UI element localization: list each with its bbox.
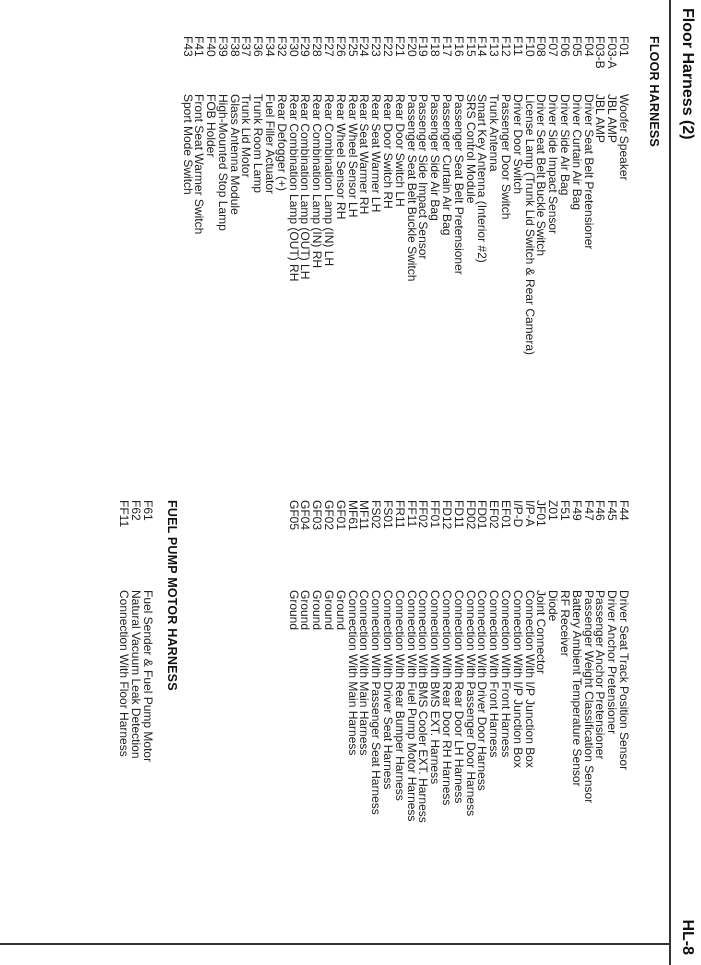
connector-name: Rear Combination Lamp (OUT) RH xyxy=(286,94,301,282)
connector-name: Passenger Side Air Bag xyxy=(428,94,443,221)
connector-name: Rear Combination Lamp (OUT) LH xyxy=(298,94,313,280)
connector-name: Ground xyxy=(286,590,301,631)
connector-code: GF01 xyxy=(333,500,348,531)
connector-code: F23 xyxy=(369,36,384,57)
connector-code: F11 xyxy=(510,36,525,56)
connector-name: Connection With BMS Cooler EXT. Harness xyxy=(416,590,431,823)
connector-code: F49 xyxy=(569,500,584,521)
connector-name: Driver Seat Track Position Sensor xyxy=(617,590,631,771)
connector-code: F43 xyxy=(180,36,195,57)
connector-name: Connection With Main Harness xyxy=(345,590,360,756)
connector-code: F62 xyxy=(129,500,144,521)
connector-name: Passenger Seat Belt Pretensioner xyxy=(451,94,466,275)
connector-code: F40 xyxy=(204,36,219,57)
connector-name: License Lamp (Trunk Lid Switch & Rear Camera) xyxy=(522,94,537,355)
connector-name: FOB Holder xyxy=(204,94,219,158)
connector-name: RF Receiver xyxy=(558,590,573,657)
connector-name: Sport Mode Switch xyxy=(180,94,195,195)
connector-name: Battery Ambient Temperature Sensor xyxy=(569,590,584,787)
connector-name: Ground xyxy=(333,590,348,631)
connector-name: Driver Side Impact Sensor xyxy=(546,94,561,235)
connector-name: Passenger Anchor Pretensioner xyxy=(593,590,608,760)
connector-code: F44 xyxy=(617,500,631,521)
connector-name: Trunk Lid Motor xyxy=(239,94,254,178)
connector-code: F16 xyxy=(451,36,466,57)
connector-name: Ground xyxy=(298,590,313,631)
right-border-line xyxy=(0,943,671,945)
connector-code: F46 xyxy=(593,500,608,521)
connector-code: F39 xyxy=(215,36,230,57)
connector-name: Connection With Rear Bumper Harness xyxy=(392,590,407,801)
connector-code: F47 xyxy=(581,500,596,521)
connector-name: Ground xyxy=(310,590,325,631)
connector-code: F26 xyxy=(333,36,348,57)
connector-code: F05 xyxy=(569,36,584,57)
connector-code: F28 xyxy=(310,36,325,57)
connector-code: EF01 xyxy=(499,500,514,529)
connector-code: F51 xyxy=(558,500,573,521)
connector-code: FF01 xyxy=(428,500,443,529)
section-title-floor-harness: FLOOR HARNESS xyxy=(647,36,661,147)
connector-name: Rear Defogger (+) xyxy=(274,94,289,192)
connector-code: F25 xyxy=(345,36,360,57)
connector-name: Connection With Rear Door RH Harness xyxy=(440,590,455,806)
connector-code: F01 xyxy=(617,36,631,57)
connector-name: Driver Side Air Bag xyxy=(558,94,573,196)
connector-code: F37 xyxy=(239,36,254,57)
connector-name: JBL AMP xyxy=(605,94,620,143)
connector-name: Driver Curtain Air Bag xyxy=(569,94,584,211)
connector-code: MF61 xyxy=(345,500,360,531)
section-title-fuel-pump-motor-harness: FUEL PUMP MOTOR HARNESS xyxy=(165,500,179,691)
connector-code: F32 xyxy=(274,36,289,57)
connector-name: Driver Anchor Pretensioner xyxy=(605,590,620,735)
connector-name: Connection With I/P Junction Box xyxy=(510,590,525,768)
connector-name: Connection With I/P Junction Box xyxy=(522,590,537,768)
connector-code: F41 xyxy=(192,36,207,57)
connector-code: F15 xyxy=(463,36,478,57)
connector-name: Fuel Sender & Fuel Pump Motor xyxy=(141,590,155,763)
connector-name: Connection With Front Harness xyxy=(487,590,502,758)
connector-name: Driver Seat Belt Buckle Switch xyxy=(534,94,549,257)
page-title: Floor Harness (2) xyxy=(679,8,696,140)
connector-name: SRS Control Module xyxy=(463,94,478,204)
connector-name: Passenger Door Switch xyxy=(499,94,514,220)
connector-name: Rear Combination Lamp (IN) RH xyxy=(310,94,325,269)
connector-name: Connection With Driver Seat Harness xyxy=(381,590,396,790)
connector-code: F36 xyxy=(251,36,266,57)
connector-name: Natural Vacuum Leak Detection xyxy=(129,590,144,759)
connector-code: F29 xyxy=(298,36,313,57)
connector-code: FS02 xyxy=(369,500,384,529)
connector-name: Connection With Floor Harness xyxy=(117,590,132,757)
connector-code: F24 xyxy=(357,36,372,57)
connector-name: Ground xyxy=(322,590,337,631)
connector-code: Z01 xyxy=(546,500,561,521)
connector-name: Smart Key Antenna (Interior #2) xyxy=(475,94,490,263)
connector-name: Rear Wheel Sensor RH xyxy=(333,94,348,220)
connector-code: JF01 xyxy=(534,500,549,527)
connector-name: Connection With Driver Door Harness xyxy=(475,590,490,791)
connector-code: EF02 xyxy=(487,500,502,529)
connector-code: F04 xyxy=(581,36,596,57)
connector-code: FR11 xyxy=(392,500,407,529)
connector-code: I/P-A xyxy=(522,500,537,527)
connector-code: FD01 xyxy=(475,500,490,530)
connector-code: F03-A xyxy=(605,36,620,69)
connector-name: Connection With Passenger Door Harness xyxy=(463,590,478,817)
connector-code: F06 xyxy=(558,36,573,57)
connector-code: FF11 xyxy=(117,500,132,528)
connector-code: F22 xyxy=(381,36,396,57)
connector-code: FF11 xyxy=(404,500,419,528)
connector-code: GF03 xyxy=(310,500,325,531)
connector-code: F14 xyxy=(475,36,490,57)
connector-code: F19 xyxy=(416,36,431,57)
connector-name: High-Mounted Stop Lamp xyxy=(215,94,230,231)
connector-code: F45 xyxy=(605,500,620,521)
connector-name: Passenger Curtain Air Bag xyxy=(440,94,455,236)
connector-code: F07 xyxy=(546,36,561,57)
connector-code: F61 xyxy=(141,500,155,521)
connector-name: Connection With Rear Door LH Harness xyxy=(451,590,466,804)
connector-code: FD12 xyxy=(440,500,455,530)
connector-name: Glass Antenna Module xyxy=(227,94,242,215)
connector-code: F18 xyxy=(428,36,443,57)
connector-name: Rear Door Switch RH xyxy=(381,94,396,209)
connector-code: GF02 xyxy=(322,500,337,531)
connector-code: F12 xyxy=(499,36,514,57)
connector-name: Trunk Room Lamp xyxy=(251,94,266,193)
connector-name: Rear Wheel Sensor LH xyxy=(345,94,360,218)
connector-name: Passenger Seat Belt Buckle Switch xyxy=(404,94,419,282)
connector-code: FS01 xyxy=(381,500,396,529)
connector-code: F13 xyxy=(487,36,502,57)
connector-code: F21 xyxy=(392,36,407,57)
connector-code: I/P-D xyxy=(510,500,525,528)
connector-name: Rear Seat Warmer RH xyxy=(357,94,372,215)
connector-name: Rear Combination Lamp (IN) LH xyxy=(322,94,337,267)
connector-code: MF11 xyxy=(357,500,372,530)
connector-name: Driver Door Switch xyxy=(510,94,525,195)
connector-name: Trunk Antenna xyxy=(487,94,502,172)
connector-name: JBL AMP xyxy=(593,94,608,143)
connector-code: GF05 xyxy=(286,500,301,531)
connector-name: Connection With Passenger Seat Harness xyxy=(369,590,384,815)
connector-code: FD11 xyxy=(451,500,466,529)
connector-code: F10 xyxy=(522,36,537,57)
connector-name: Connection With Fuel Pump Motor Harness xyxy=(404,590,419,822)
connector-name: Diode xyxy=(546,590,561,622)
connector-code: F20 xyxy=(404,36,419,57)
connector-name: Connection With BMS EXT. Harness xyxy=(428,590,443,785)
page-number: HL-8 xyxy=(679,919,696,955)
connector-code: FD02 xyxy=(463,500,478,530)
connector-code: FF02 xyxy=(416,500,431,529)
connector-name: Passenger Weight Classification Sensor xyxy=(581,590,596,804)
connector-code: F27 xyxy=(322,36,337,57)
connector-name: Connection With Main Harness xyxy=(357,590,372,756)
connector-name: Connection With Front Harness xyxy=(499,590,514,758)
connector-name: Fuel Filler Actuator xyxy=(263,94,278,195)
connector-name: Rear Door Switch LH xyxy=(392,94,407,207)
connector-name: Joint Connector xyxy=(534,590,549,675)
connector-code: F38 xyxy=(227,36,242,57)
connector-name: Driver Seat Belt Pretensioner xyxy=(581,94,596,250)
connector-name: Woofer Speaker xyxy=(617,94,631,181)
connector-code: F03-B xyxy=(593,36,608,69)
connector-code: GF04 xyxy=(298,500,313,531)
connector-code: F08 xyxy=(534,36,549,57)
connector-code: F34 xyxy=(263,36,278,57)
connector-name: Passenger Side Impact Sensor xyxy=(416,94,431,260)
connector-code: F30 xyxy=(286,36,301,57)
connector-code: F17 xyxy=(440,36,455,57)
connector-name: Front Seat Warmer Switch xyxy=(192,94,207,235)
page-header xyxy=(669,0,701,965)
connector-name: Rear Seat Warmer LH xyxy=(369,94,384,213)
